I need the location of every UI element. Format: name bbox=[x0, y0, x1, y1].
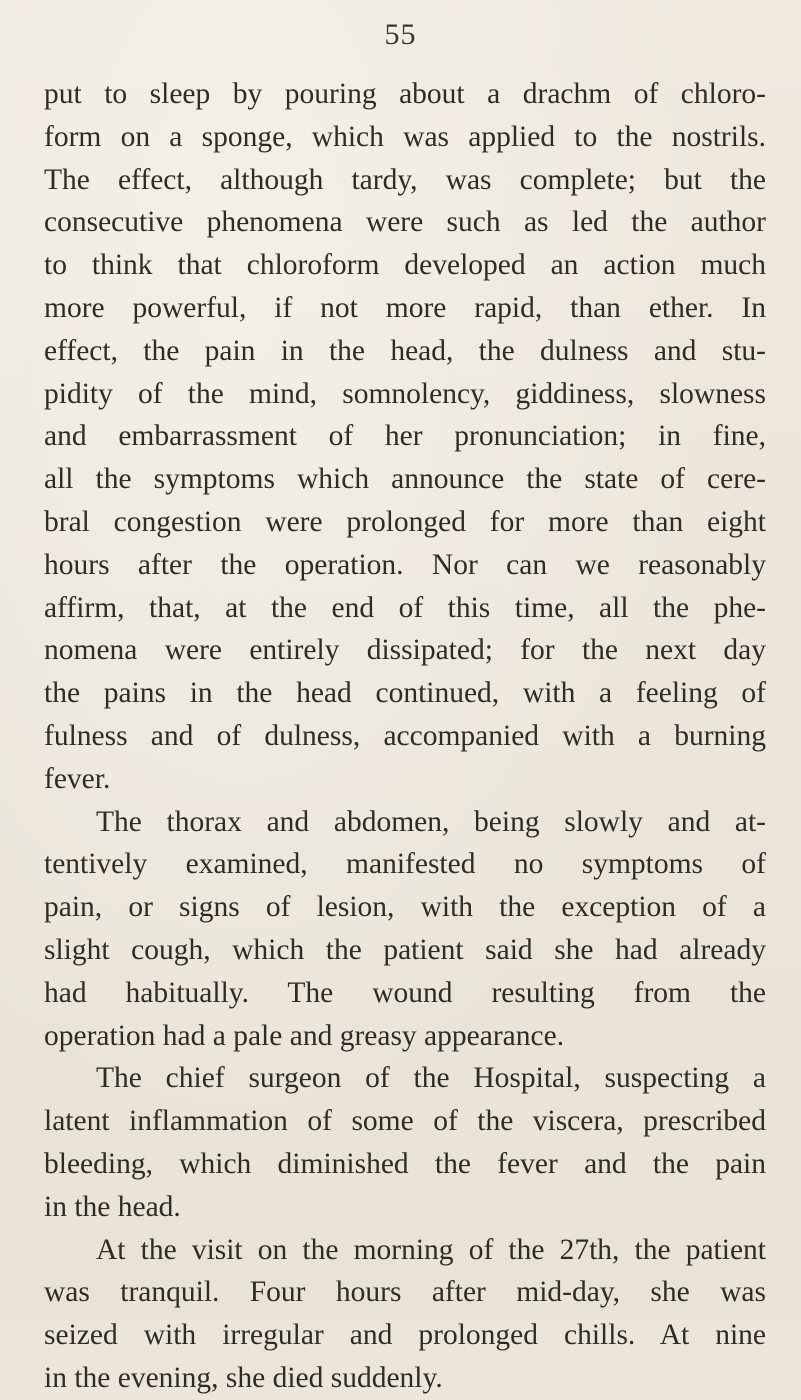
text-line: put to sleep by pouring about a drachm of chloro- bbox=[44, 78, 766, 110]
text-line: was tranquil. Four hours after mid-day, she was bbox=[44, 1276, 766, 1309]
text-line: operation had a pale and greasy appearance. bbox=[44, 1019, 565, 1052]
text-line: slight cough, which the patient said she had already bbox=[44, 933, 766, 966]
text-line: consecutive phenomena were such as led the author bbox=[44, 206, 766, 239]
text-line: to think that chloroform developed an action much bbox=[44, 249, 766, 282]
text-line: effect, the pain in the head, the dulness and stu- bbox=[44, 334, 766, 367]
text-line: tentively examined, manifested no symptoms of bbox=[44, 848, 766, 881]
text-line: pidity of the mind, somnolency, giddiness, slowness bbox=[44, 377, 766, 410]
text-line: fulness and of dulness, accompanied with a burning bbox=[44, 719, 766, 752]
text-line: all the symptoms which announce the state of cere- bbox=[44, 463, 766, 496]
text-line: hours after the operation. Nor can we reasonably bbox=[44, 548, 766, 581]
text-line: The thorax and abdomen, being slowly and at- bbox=[96, 805, 766, 838]
text-line: and embarrassment of her pronunciation; in fine, bbox=[44, 420, 766, 453]
text-line: bral congestion were prolonged for more than eight bbox=[44, 505, 766, 538]
text-line: had habitually. The wound resulting from the bbox=[44, 976, 766, 1009]
text-line: affirm, that, at the end of this time, all the phe- bbox=[44, 591, 766, 624]
text-line: more powerful, if not more rapid, than ether. In bbox=[44, 291, 766, 324]
text-line: The effect, although tardy, was complete; but the bbox=[44, 163, 766, 196]
text-line: pain, or signs of lesion, with the exception of a bbox=[44, 891, 766, 924]
text-line: seized with irregular and prolonged chills. At nine bbox=[44, 1319, 766, 1352]
page-number: 55 bbox=[384, 18, 417, 51]
text-line: fever. bbox=[44, 762, 111, 795]
text-line: form on a sponge, which was applied to the nostrils. bbox=[44, 120, 766, 153]
text-line: bleeding, which diminished the fever and the pain bbox=[44, 1147, 766, 1180]
text-line: the pains in the head continued, with a feeling of bbox=[44, 677, 766, 710]
text-line: The chief surgeon of the Hospital, suspecting a bbox=[96, 1062, 766, 1095]
body-text bbox=[44, 73, 766, 1400]
text-line: nomena were entirely dissipated; for the next day bbox=[44, 634, 766, 667]
text-line: in the head. bbox=[44, 1190, 181, 1223]
text-line: At the visit on the morning of the 27th, the patient bbox=[96, 1233, 766, 1266]
text-line: in the evening, she died suddenly. bbox=[44, 1361, 443, 1394]
text-line: latent inflammation of some of the viscera, prescribed bbox=[44, 1105, 766, 1138]
